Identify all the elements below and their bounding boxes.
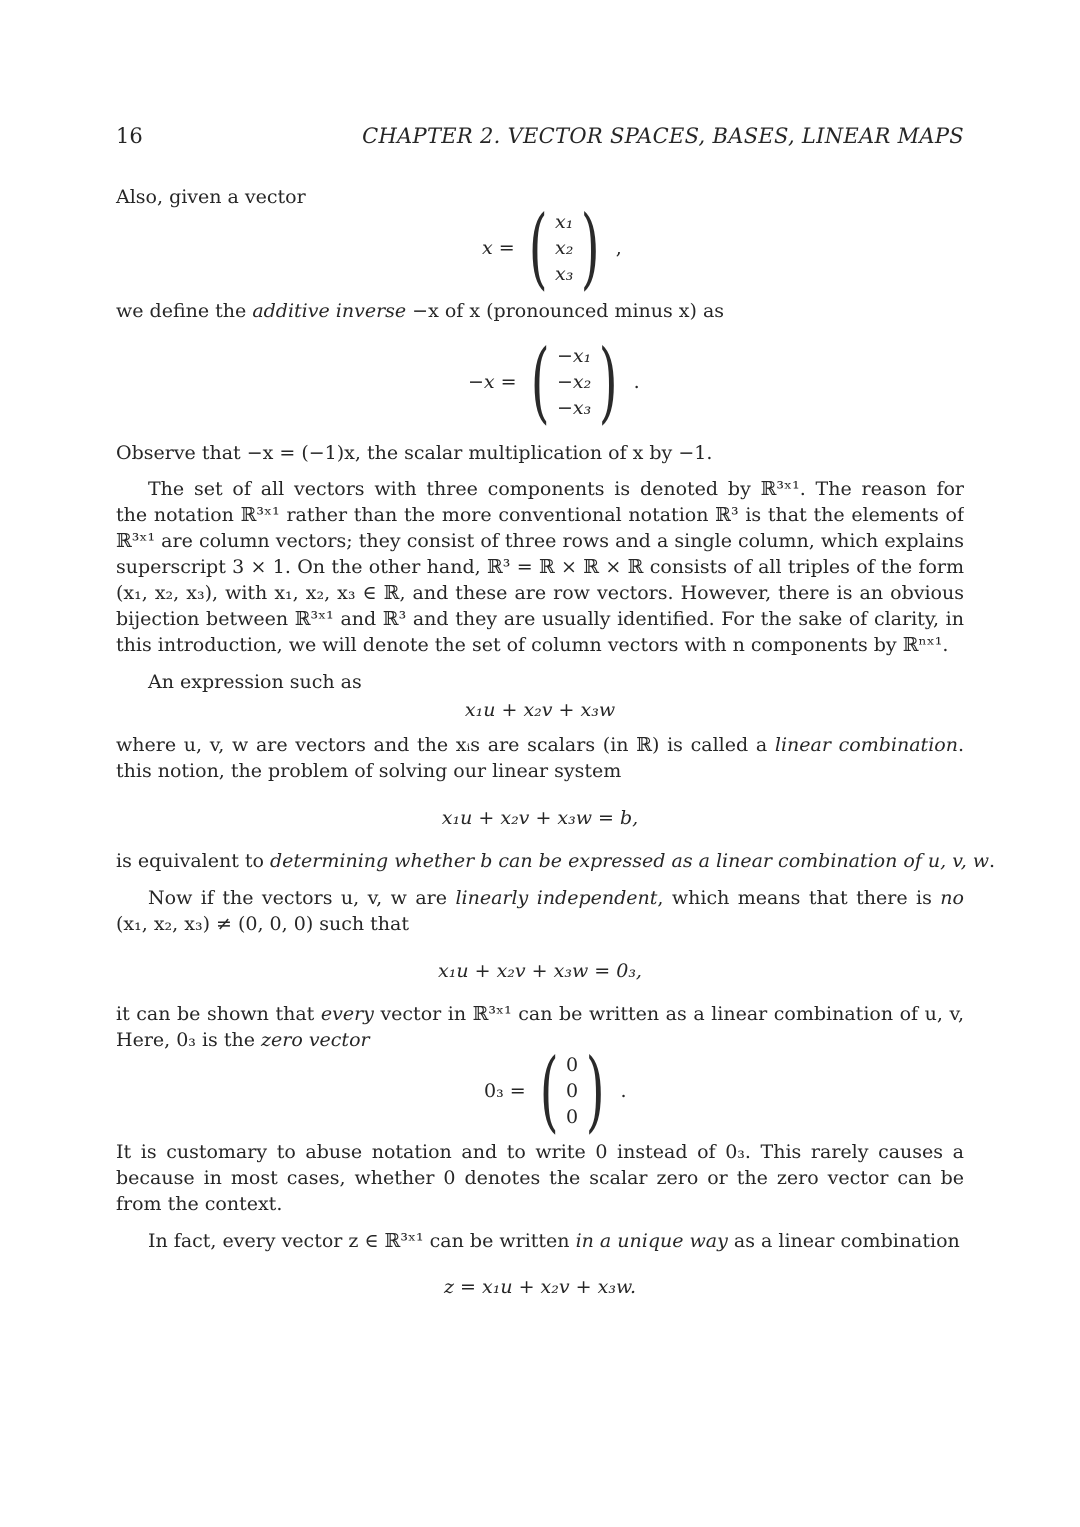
right-paren: ) <box>581 196 600 299</box>
paragraph-line: from the context. <box>116 1193 283 1215</box>
paragraph-line: ℝ³ˣ¹ are column vectors; they consist of three rows and a single column, which explains <box>116 530 964 552</box>
text-span: . <box>989 850 996 872</box>
vector-display-zero <box>484 1039 627 1142</box>
display-lhs: 0₃ = <box>484 1080 526 1102</box>
display-punct: . <box>620 1080 627 1102</box>
equation: x₁u + x₂v + x₃w = b, <box>441 807 639 829</box>
right-paren: ) <box>598 330 618 433</box>
text-span: is equivalent to <box>116 850 270 872</box>
emphasis-every: every <box>320 1003 374 1025</box>
emphasis-unique-way: in a unique way <box>575 1230 728 1252</box>
text-line <box>148 1228 960 1254</box>
text-span: Now if the vectors u, v, w are <box>148 887 456 909</box>
page-number: 16 <box>116 124 143 148</box>
text-span: we define the <box>116 300 253 322</box>
vector-entry: −x₁ <box>556 345 592 367</box>
text-span: Here, 0₃ is the <box>116 1029 261 1051</box>
vector-column <box>557 343 591 421</box>
vector-entry: 0 <box>566 1054 579 1076</box>
equation: z = x₁u + x₂v + x₃w. <box>443 1276 637 1298</box>
text-span: as a linear combination <box>727 1230 960 1252</box>
vector-entry: x₁ <box>555 211 574 233</box>
paragraph-line: superscript 3 × 1. On the other hand, ℝ³ = ℝ × ℝ × ℝ consists of all triples of the form <box>116 556 964 578</box>
vector-display-x <box>482 196 622 299</box>
vector-entry: x₂ <box>555 237 574 259</box>
right-paren: ) <box>585 1039 605 1142</box>
emphasis-zero-vector: zero vector <box>261 1029 370 1051</box>
text-line <box>116 848 995 874</box>
text-span: it can be shown that <box>116 1003 321 1025</box>
equation: x₁u + x₂v + x₃w = 0₃, <box>438 960 642 982</box>
display-lhs: x = <box>482 237 515 259</box>
vector-column <box>555 209 573 287</box>
vector-entry: x₃ <box>555 263 574 285</box>
emphasis-additive-inverse: additive inverse <box>252 300 407 322</box>
paragraph-line: the notation ℝ³ˣ¹ rather than the more conventional notation ℝ³ is that the elements of <box>116 504 964 526</box>
paragraph-line: bijection between ℝ³ˣ¹ and ℝ³ and they are usually identified. For the sake of clarity, in <box>116 608 964 630</box>
display-punct: . <box>633 371 640 393</box>
text-line: Also, given a vector <box>116 186 306 208</box>
paragraph-line: this introduction, we will denote the set of column vectors with n components by ℝⁿˣ¹. <box>116 634 949 656</box>
vector-column <box>566 1052 578 1130</box>
vector-entry: 0 <box>566 1106 579 1128</box>
running-head: CHAPTER 2. VECTOR SPACES, BASES, LINEAR MAPS <box>362 124 964 148</box>
left-paren: ( <box>539 1039 559 1142</box>
text-line <box>148 885 964 911</box>
display-punct: , <box>615 237 622 259</box>
text-line: this notion, the problem of solving our linear system <box>116 760 622 782</box>
text-span: . <box>957 734 964 756</box>
text-line: An expression such as <box>148 671 362 693</box>
text-span: vector in ℝ³ˣ¹ can be written as a linear combination of u, v, <box>380 1003 964 1025</box>
vector-entry: 0 <box>566 1080 579 1102</box>
emphasis-linear-combination: linear combination <box>774 734 958 756</box>
text-line <box>116 298 724 324</box>
emphasis-linearly-independent: linearly independent <box>455 887 658 909</box>
emphasis-determining: determining whether b can be expressed as a linear combination of u, v, w <box>270 850 990 872</box>
text-span: −x of x (pronounced minus x) as <box>406 300 725 322</box>
left-paren: ( <box>528 196 548 299</box>
text-line <box>116 732 964 758</box>
text-line: (x₁, x₂, x₃) ≠ (0, 0, 0) such that <box>116 913 410 935</box>
text-span: where u, v, w are vectors and the xᵢs are scalars (in ℝ) is called a <box>116 734 775 756</box>
equation: x₁u + x₂v + x₃w <box>464 699 616 721</box>
paragraph-line: because in most cases, whether 0 denotes the scalar zero or the zero vector can be <box>116 1167 964 1189</box>
text-line <box>116 1001 964 1027</box>
left-paren: ( <box>530 330 550 433</box>
vector-display-minus-x <box>468 330 640 433</box>
vector-entry: −x₂ <box>556 371 592 393</box>
text-line <box>116 1027 370 1053</box>
emphasis-no: no <box>940 887 964 909</box>
paragraph-line: It is customary to abuse notation and to write 0 instead of 0₃. This rarely causes a <box>116 1141 964 1163</box>
text-span: , which means that there is <box>657 887 941 909</box>
text-span: In fact, every vector z ∈ ℝ³ˣ¹ can be written <box>148 1230 576 1252</box>
paragraph-line: (x₁, x₂, x₃), with x₁, x₂, x₃ ∈ ℝ, and these are row vectors. However, there is an obvious <box>116 582 964 604</box>
vector-entry: −x₃ <box>556 397 592 419</box>
text-line: Observe that −x = (−1)x, the scalar multiplication of x by −1. <box>116 442 713 464</box>
paragraph-line: The set of all vectors with three components is denoted by ℝ³ˣ¹. The reason for <box>148 478 964 500</box>
display-lhs: −x = <box>468 371 517 393</box>
